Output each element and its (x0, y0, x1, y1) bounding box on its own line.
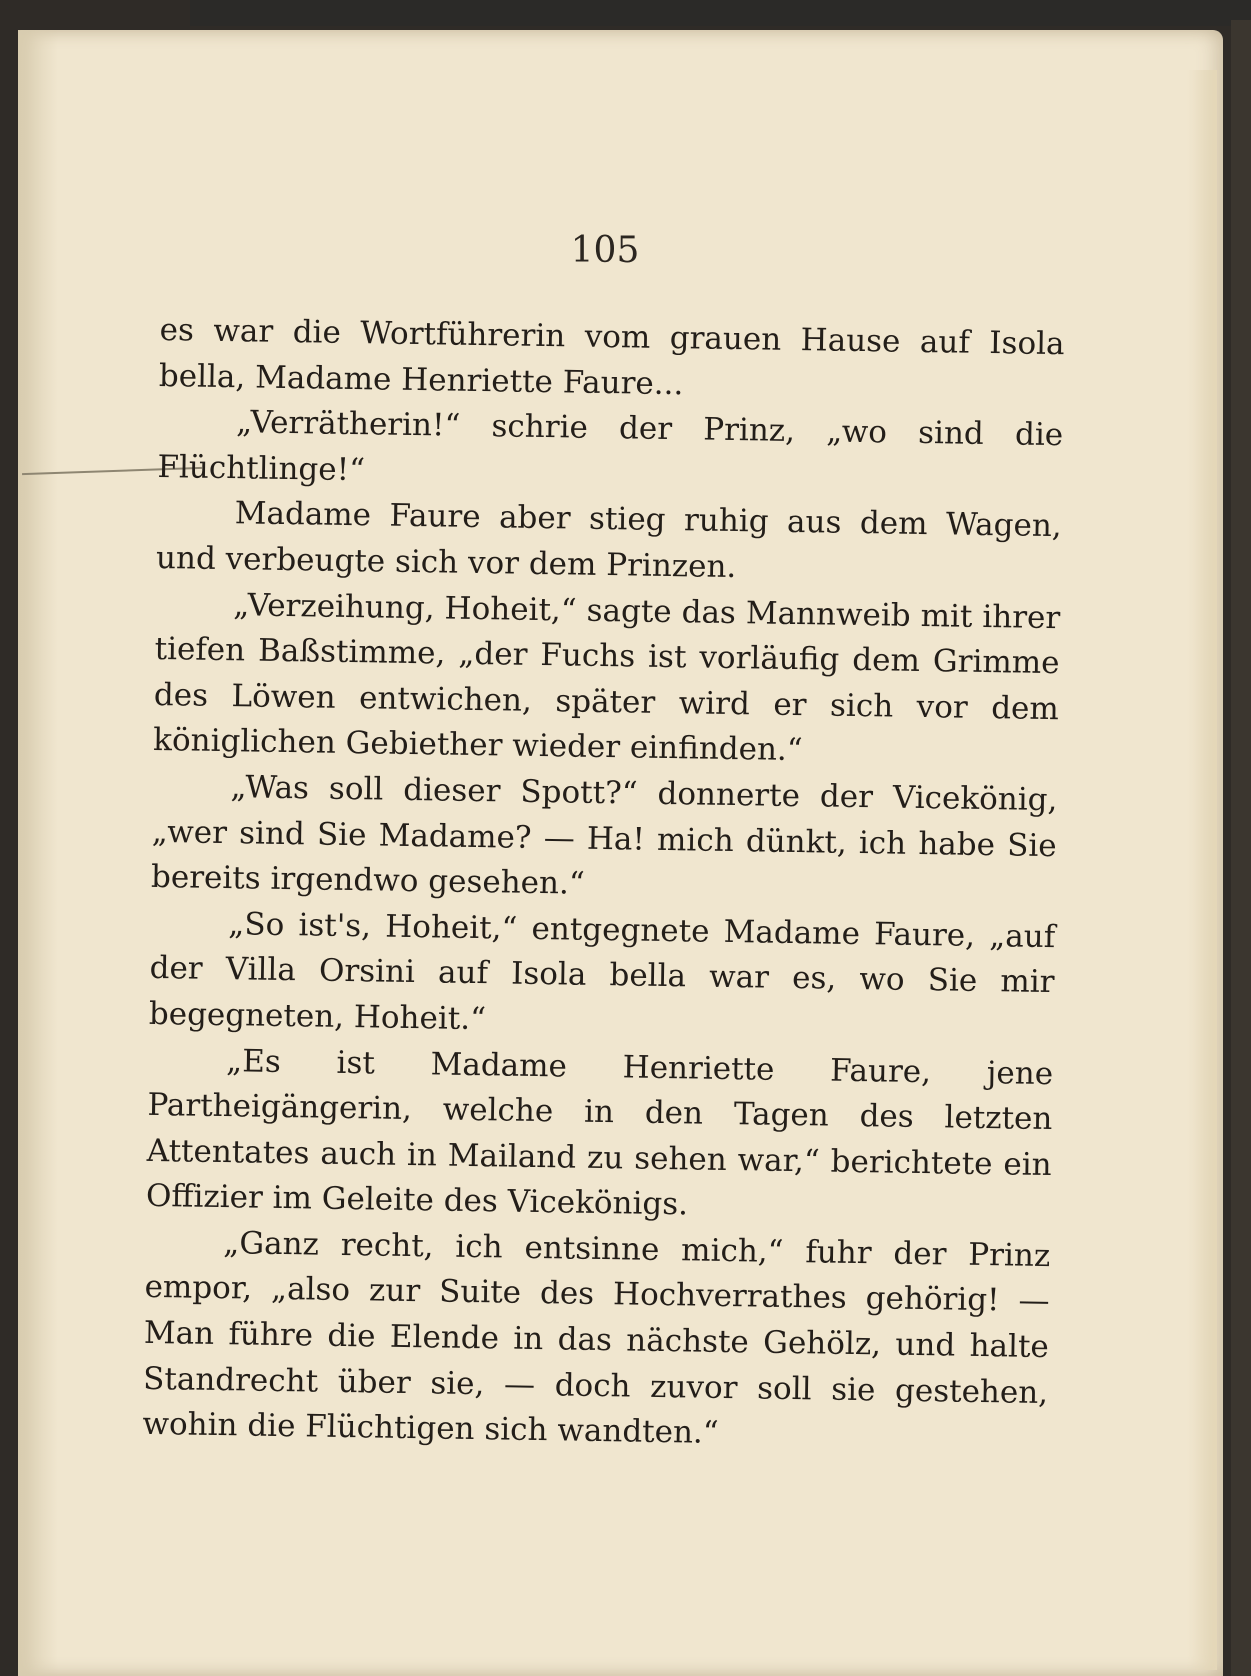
paragraph-7: „Es ist Madame Henriette Faure, jene Partheigängerin, welche in den Tagen des letzten Attentates auch in Mailand zu sehen war,“ berichtete ein Offizier im Geleite des Vicekönigs. (145, 1042, 1054, 1223)
paragraph-3: Madame Faure aber stieg ruhig aus dem Wagen, und verbeugte sich vor dem Prinzen. (155, 495, 1062, 586)
body-text (142, 308, 1065, 1462)
paragraph-2: „Verrätherin!“ schrie der Prinz, „wo sind die Flüchtlinge!“ (157, 404, 1064, 489)
paragraph-8: „Ganz recht, ich entsinne mich,“ fuhr der Prinz empor, „also zur Suite des Hochverrathes gehörig! — Man führe die Elende in das nächste Gehölz, und halte Standrecht über sie, — doch zuvor soll sie gestehen, wohin die Flüchtigen sich wandten.“ (142, 1224, 1051, 1452)
paragraph-5: „Was soll dieser Spott?“ donnerte der Vicekönig, „wer sind Sie Madame? — Ha! mich dünkt, ich habe Sie bereits irgendwo gesehen.“ (150, 769, 1058, 902)
page-number: 105 (570, 230, 640, 271)
book-cover-edge-top (190, 0, 1251, 26)
book-cover-edge-right (1231, 20, 1251, 1676)
paragraph-4: „Verzeihung, Hoheit,“ sagte das Mannweib mit ihrer tiefen Baßstimme, „der Fuchs ist vorläufig dem Grimme des Löwen entwichen, später wird er sich vor dem königlichen Gebiether wieder einfinden.“ (152, 586, 1061, 769)
page-shadow-edge (1187, 70, 1217, 1670)
paragraph-1: es war die Wortführerin vom grauen Hause auf Isola bella, Madame Henriette Faure... (158, 311, 1065, 402)
paragraph-6: „So ist's, Hoheit,“ entgegnete Madame Faure, „auf der Villa Orsini auf Isola bella war es, wo Sie mir begegneten, Hoheit.“ (148, 905, 1056, 1038)
